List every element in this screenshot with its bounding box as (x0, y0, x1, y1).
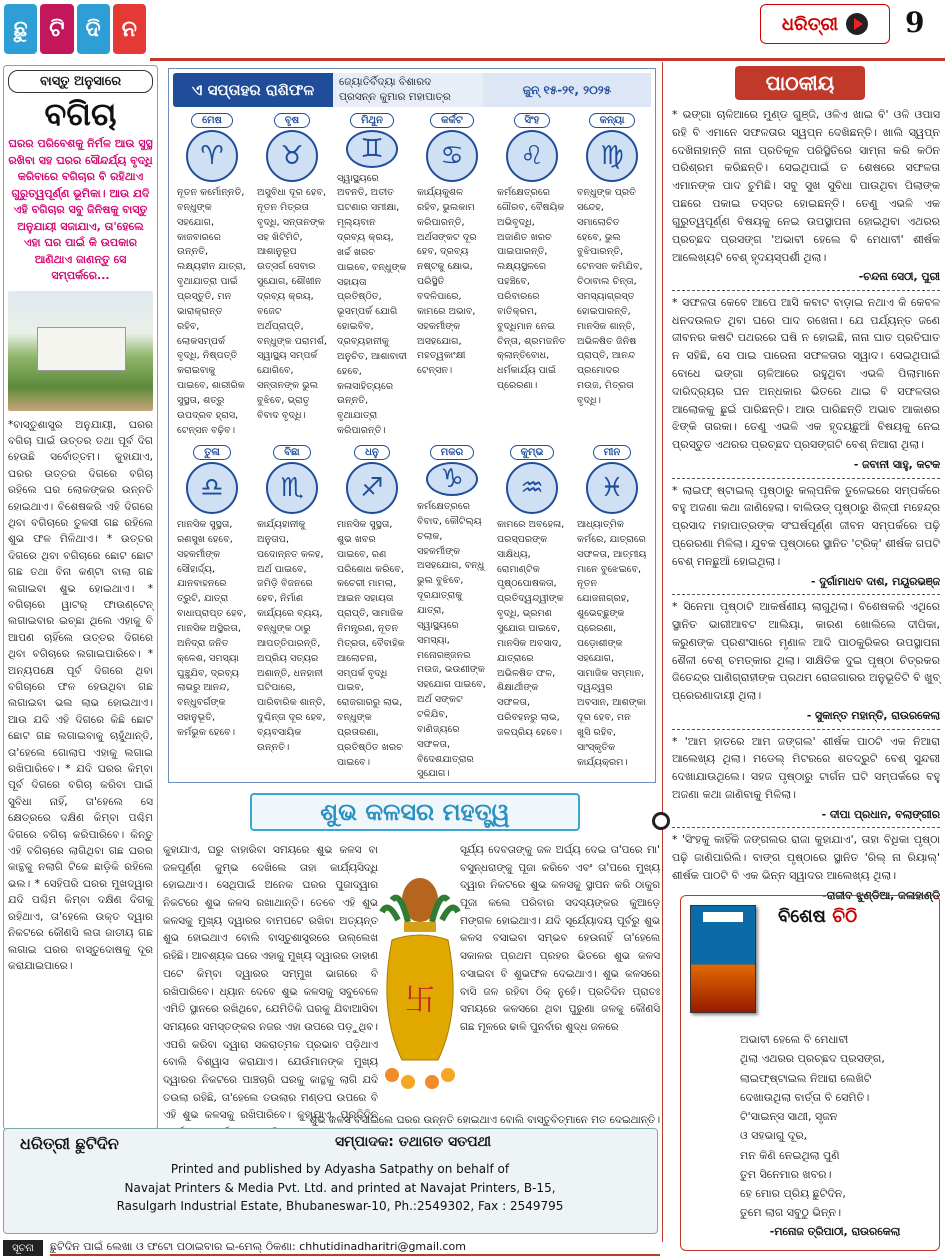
masthead-letter: ନ (113, 4, 146, 54)
letter-signature: - ଦୀପା ପ୍ରଧାନ, ବଲାଙ୍ଗୀର (821, 807, 940, 821)
zodiac-sign-4 (413, 111, 491, 441)
zodiac-label: ମକର (430, 445, 474, 460)
zodiac-forecast: କାର୍ଯ୍ୟକୁଶଳ ରହିବ, ଭୁଲକାମ କରିପାରନ୍ତି, ଅର୍ଥସଙ୍କଟ ଦୂର ହେବ, ଦ୍ରବ୍ୟ ନଷ୍ଟକୁ କ୍ଷୋଭ, ପରିସ୍ଥିତି ବଦଳିପାରେ, କାମରେ ଅଭାବ, ସହକର୍ମୀଙ୍କ ଅସହଯୋଗ, ମହତ୍ୱକାଂକ୍ଷୀ ଟେନ୍ସନ। (417, 187, 477, 377)
imprint-line: Printed and published by Adyasha Satpathy on behalf of (170, 1162, 510, 1176)
imprint-publication: ଧରିତ୍ରୀ ଛୁଟିଦିନ (20, 1134, 119, 1153)
zodiac-sign-12 (573, 443, 651, 773)
zodiac-sign-6 (573, 111, 651, 441)
poem-line: ତୁମ ସିନେମାର ଖବର। (740, 1167, 832, 1181)
zodiac-sign-3 (333, 111, 411, 441)
reader-letter: * ଭଙ୍ଗା ଚାଳିଆରେ ମୁଣ୍ଡ ଗୁଞ୍ଜି, ଓଳିଏ ଖାଇ ବି' ଓଳି ଓପାସ ରହି ବି ଏମାନେ ସଫଳତାର ସ୍ୱପ୍ନ ଦେଖିଛନ୍ତି। ଖାଲି ସ୍ୱପ୍ନ ଦେଖିନାହାନ୍ତି ନାନା ପ୍ରତିକୂଳ ପରିସ୍ଥିତିରେ ସାମ୍ନା କରି କଠିନ ପରିଶ୍ରମ କରିଛନ୍ତି। ସେଇଥିପାଇଁ ତ ଶେଷରେ ସଫଳତା ଏମାନଙ୍କ ପାଦ ଚୁମିଛି। ସବୁ ସୁଖ ସୁବିଧା ପାଉଥିବା ପିଲାଙ୍କ ପଛରେ ପକାଇ ତସ୍ତର ହୋଇଛନ୍ତି। ତେଣୁ ଏଭଳି ଏକ ଗୁରୁତ୍ୱପୂର୍ଣ୍ଣ ବିଷୟକୁ ନେଇ ଉପସ୍ଥାପନା ହୋଇଥିବା ଏଥରର ପ୍ରଚ୍ଛଦ ପ୍ରସଙ୍ଗ 'ଅଭାବୀ ହେଲେ ବି ମେଧାବୀ' ଶୀର୍ଷକ ଆଲେଖ୍ୟଟି ବେଶ୍ ହୃଦୟସ୍ପର୍ଶୀ ଥିଲା। (672, 108, 940, 264)
zodiac-grid (169, 111, 655, 780)
zodiac-sign-2 (253, 111, 331, 441)
zodiac-forecast: କର୍ମକ୍ଷେତ୍ରରେ ବିବାଦ, କୌଟିଲ୍ୟ ଚଲାକ, ସହକର୍ମୀଙ୍କ ଅସହଯୋଗ, ବନ୍ଧୁ ଭୁଲ ବୁଝିବେ, ଦୂରଯାତ୍ରାକୁ ଯାତ୍ରା, ସ୍ୱାସ୍ଥ୍ୟରେ ସମସ୍ୟା, ମନୋରଞ୍ଜନର ମଉଜ, ଭଉଣୀଙ୍କ ସହଯୋଗ ପାଇବେ, ଅର୍ଥ ସଙ୍କଟ ଟଳିଯିବ, ବାଣିଜ୍ୟରେ ସଫଳତା, ବିଦେଶଯାତ୍ରାର ସୁଯୋଗ। (417, 501, 486, 780)
reader-letter: * 'ଆମ ହାତରେ ଆମ ଜଙ୍ଗଲ' ଶୀର୍ଷକ ପାଠଟି ଏକ ନିଆରା ଆଲେଖ୍ୟ ଥିଲା। ମଡେଲ୍ ମିଟରରେ ଶତଦ୍ରୁଟି ବେଶ୍ ସୁନ୍ଦରୀ ଦେଖାଯାଉଥିଲେ। ସହଜ ପୃଷ୍ଠାରୁ ଟାର୍ଗନ ଘଟି ସମ୍ପର୍କରେ ବହୁ ଅଜଣା କଥା ଜାଣିବାକୁ ମିଳିଲା। (672, 734, 940, 801)
zodiac-label: କୁମ୍ଭ (510, 445, 555, 460)
divider-bullet (652, 812, 670, 830)
letter-separator (672, 478, 940, 479)
poem-signature: -ମନୋଜ ତ୍ରିପାଠୀ, ରାଉରକେଲା (769, 1224, 901, 1238)
imprint-line: Navajat Printers & Media Pvt. Ltd. and printed at Navajat Printers, B-15, (124, 1180, 556, 1195)
horoscope-title: ଏ ସପ୍ତାହର ରାଶିଫଳ (173, 73, 333, 107)
zodiac-label: ମିଥୁନ (350, 113, 394, 128)
page-number: 9 (905, 6, 925, 39)
notice-email: ଛୁଟିଦିନ ପାଇଁ ଲେଖା ଓ ଫଟୋ ପଠାଇବାର ଇ-ମେଲ୍ ଠିକଣା: chhutidinadharitri@gmail.com (50, 1240, 660, 1256)
virgo-icon: ♍ (586, 130, 638, 182)
brand-logo (760, 4, 890, 44)
imprint-printer (40, 1160, 640, 1216)
magazine-cover-thumbnail (690, 905, 756, 1013)
masthead-letter: ଟି (40, 4, 73, 54)
zodiac-sign-9 (333, 443, 411, 773)
masthead-letter: ଦି (77, 4, 110, 54)
special-letter-poem (740, 1030, 930, 1245)
brand-name: ଧରିତ୍ରୀ (781, 13, 839, 35)
letter-separator (672, 827, 940, 828)
header-rule (150, 58, 945, 61)
zodiac-label: ବିଛା (273, 445, 310, 460)
zodiac-label: କର୍କଟ (430, 113, 474, 128)
author-designation: ଜ୍ୟୋତିର୍ବିଦ୍ୟା ବିଶାରଦ (339, 76, 432, 88)
zodiac-forecast: କାମରେ ଅବହେଳା, ପରସ୍ପରଙ୍କ ସାକ୍ଷିଧ୍ୟ, ରୋମାଣ୍ଟିକ ପୃଷ୍ଠପୋଷକତା, ପ୍ରତିଦ୍ୱନ୍ଦ୍ୱୀଙ୍କ ବୃଦ୍ଧି, ଭ୍ରମଣ ସୁଯୋଗ ପାଇବେ, ମାନସିକ ଅବସାଦ, ଯାତ୍ରାରେ ଅଭିଳଷିତ ଫଳ, ଶିକ୍ଷାର୍ଥୀଙ୍କ ସଫଳତା, ପରିବହନରୁ ଲାଭ, ଜଳପ୍ରିୟ ହେବେ। (497, 519, 565, 739)
reader-letter: * 'ସିଂହକୁ କାହିଁକି ଜଙ୍ଗଲର ରାଜା କୁହାଯାଏ', ତାହା ବିଧିକା ପୃଷ୍ଠା ପଢ଼ି ଜାଣିପାରିଲି। ବାଙ୍ଗ ପୃଷ୍ଠାରେ ସ୍ଥାନିତ 'ରିଲ୍ ନା ରିୟାଲ୍' ଶୀର୍ଷକ ପାଠଟି ବି ଏକ ଭିନ୍ନ ସ୍ୱାଦର ଆଲେଖ୍ୟ ଥିଲା। (672, 833, 940, 882)
capricorn-icon: ♑ (426, 462, 478, 496)
poem-line: ଲାଇଫ୍‌ଷ୍ଟାଇଲ ନିଆରା ଲେଖିଟି (740, 1071, 872, 1085)
zodiac-forecast: ଆଧ୍ୟାତ୍ମିକ କର୍ମରେ, ଯାତ୍ରାରେ ସଫଳତା, ଆତ୍ମୀୟ ମାନେ ବୁଝେଇବେ, ନୂତନ ଯୋଜନାଗ୍ରହ, ଶୁଭେଚ୍ଛୁଙ୍କ ପ୍ରେରଣା, ପଡ଼ୋଶୀଙ୍କ ସହଯୋଗ, ସାମାଜିକ ସମ୍ମାନ, ଦ୍ୱନ୍ଦ୍ୱର ଅବସାନ, ଆଶଙ୍କା ଦୂର ହେବ, ମନ ଖୁସି ରହିବ, ସାଂସ୍କୃତିକ କାର୍ଯ୍ୟକ୍ରମ। (577, 519, 647, 768)
reader-letter: * ସିନେମା ପୃଷ୍ଠାଟି ଆକର୍ଷଣୀୟ ଲାଗୁଥିଲା। ବିଶେଷକରି ଏଥିରେ ସ୍ଥାନିତ ଭାରୀଆବଟ ଆଲିୟା, କାରଣ ଖୋଲିଲେ ଦୀପିକା, କରୁଣଙ୍କ ପ୍ରଶଂସାରେ ମୃଣାଳ ଆଦି ପାଠକୁରିକର ଉପସ୍ଥାପନା ଶୈଳୀ ବେଶ୍ ଚମତ୍କାର ଥିଲା। ସାକ୍ଷିତିକ ଦୁଇ ପୃଷ୍ଠା ଚିତ୍ରକର ଜିତେନ୍ଦ୍ର ପାଣିଗ୍ରାହୀଙ୍କ ପ୍ରଥମ ରୋଜଗାରର ଅନୁଭୂତିଟି ବି ଖୁବ୍ ପ୍ରେରଣାଦାୟୀ ଥିଲା। (672, 600, 940, 703)
special-letter-title-word1: ବିଶେଷ (778, 906, 826, 927)
sagittarius-icon: ♐ (346, 462, 398, 514)
poem-line: ଓ ସହଭାଗୁ ଦୂର, (740, 1129, 808, 1143)
reader-letter: * ଲାଇଫ୍ ଷ୍ଟାଇଲ୍ ପୃଷ୍ଠାରୁ କଲ୍ପନିକ ତୁଳେଇରେ ସମ୍ପର୍କରେ ବହୁ ଅଜଣା କଥା ଜାଣିହେଲା। ବାଲିଉଡ୍ ପୃଷ୍ଠାରୁ ଶିଳ୍ପୀ ମହେନ୍ଦ୍ର ପ୍ରସାଦ ମହାପାତ୍ରଙ୍କ ସଂଘର୍ଷପୂର୍ଣ୍ଣ ଜୀବନ ସମ୍ପର୍କରେ ପଢ଼ି ପ୍ରେରଣା ମିଳିଲା। ଯୁବକ ପୃଷ୍ଠାରେ ସ୍ଥାନିତ 'ଟ୍ରିକ୍' ଶୀର୍ଷକ ଗପଟି ବେଶ୍ ମନଛୁଆଁ ହୋଇଥିଲା। (672, 483, 940, 568)
zodiac-forecast: କର୍ମକ୍ଷେତ୍ରରେ ଗୌରବ, ବୈଷୟିକ ଅଭିବୃଦ୍ଧି, ଅଜାଣିତ ଖରଚ ପାଇପାରନ୍ତି, ଲକ୍ଷ୍ୟସ୍ଥଳରେ ପହଞ୍ଚିବେ, ପରିବାରରେ ବାତିକ୍ରମ, ବୁଦ୍ଧିମାନ ନେଇ ଚିନ୍ତା, ଶ୍ରମଜନିତ କ୍ଲାନ୍ତିବୋଧ, ଧର୍ମକାର୍ଯ୍ୟ ପାଇଁ ପ୍ରେରଣା। (497, 187, 566, 392)
letter-signature: - ଦୁର୍ଗାମାଧବ ଦାଶ, ମୟୂରଭଞ୍ଜ (810, 574, 940, 588)
letter-signature: - ଜବାନୀ ସାହୁ, କଟକ (853, 458, 940, 472)
imprint-line: Rasulgarh Industrial Estate, Bhubaneswar-10, Ph.:2549302, Fax : 2549795 (116, 1199, 564, 1214)
zodiac-forecast: ସ୍ୱାସ୍ଥ୍ୟରେ ଅବନତି, ଅତୀତ ଘଟଣାର ସମୀକ୍ଷା, ମୂଲ୍ୟବାନ ଦ୍ରବ୍ୟ କ୍ରୟ, ଖର୍ଚ୍ଚ ଖରଚ ପାଇବେ, ବନ୍ଧୁଙ୍କ ସହାୟତା ପ୍ରତିଷ୍ଠିତ, ଭୂସମ୍ପର୍କ ଯୋଗି ହୋଇବିବ, ଦ୍ରବ୍ୟହାନୀକୁ ଅନୁଚିତ, ଆଶାବାଦୀ ହେବେ, କଳାସାହିତ୍ୟରେ ଉନ୍ନତି, ବୃଥାଯାତ୍ରା କରିପାରନ୍ତି। (337, 172, 407, 437)
zodiac-label: ସିଂହ (514, 113, 551, 128)
notice-label: ସୂଚନା (3, 1240, 43, 1256)
kalash-title: ଶୁଭ କଳସର ମହତ୍ତ୍ୱ (250, 793, 580, 831)
column-divider (662, 62, 663, 1242)
vastu-garden-article (3, 65, 158, 1130)
article-kicker: ବାସ୍ତୁ ଅନୁସାରେ (8, 70, 153, 93)
gemini-icon: ♊ (346, 130, 398, 168)
horoscope-header (173, 73, 651, 107)
kalash-body-end: ଶୁଭ କଳସ ବସାଇଲେ ଘରର ଉନ୍ନତି ହୋଇଥାଏ ବୋଲି ବାସ୍ତୁବିତ୍‌ମାନେ ମତ ଦେଇଥାନ୍ତି। (309, 1114, 660, 1126)
article-intro: ଘରର ପରିବେଶକୁ ନିର୍ମଳ ଆଉ ସୁସ୍ଥ ରଖିବା ସହ ଘରର ସୌନ୍ଦର୍ଯ୍ୟ ବୃଦ୍ଧି କରିବାରେ ବଗିଚାର ବି ରହିଥାଏ ଗୁରୁତ୍ୱପୂର୍ଣ୍ଣ ଭୂମିକା। ଆଉ ଯଦି ଏହି ବଗିଚାର ସବୁ ଜିନିଷକୁ ବାସ୍ତୁ ଅନୁଯାୟୀ ସଜାଯାଏ, ତା'ହେଲେ ଏହା ଘର ପାଇଁ କି ଉପକାର ଆଣିଥାଏ ଜାଣନ୍ତୁ ସେ ସମ୍ପର୍କରେ... (8, 137, 153, 282)
letter-signature: - ସୁକାନ୍ତ ମହାନ୍ତି, ରାଉରକେଲା (806, 709, 940, 723)
play-icon (846, 13, 868, 35)
poem-line: ଟି'ସାଇନ୍ସ ସାଥୀ, ସୃଜନ (740, 1110, 838, 1123)
special-letter-title (778, 906, 857, 927)
readers-letters (672, 106, 940, 906)
zodiac-sign-1 (173, 111, 251, 441)
zodiac-sign-5 (493, 111, 571, 441)
letter-signature: -ଚନ୍ଦନା ସେଠୀ, ପୁରୀ (858, 270, 940, 284)
section-masthead (0, 0, 150, 58)
kalash-body-right: ସୂର୍ଯ୍ୟ ଦେବତାଙ୍କୁ ଜଳ ଅର୍ଘ୍ୟ ଦେଇ ତା'ପରେ ମା' ବସୁନ୍ଧରାଙ୍କୁ ପୂଜା କରିବେ ଏବଂ ତା'ପରେ ମୁଖ୍ୟ ଦ୍ୱାର ନିକଟରେ ଶୁଭ କଳସକୁ ସ୍ଥାପନ କରି ଠାକୁର ପୂଜା କଲେ ପରିବାର ସଦସ୍ୟଙ୍କର କୁଆଡ଼େ ମଙ୍ଗଳ ହୋଇଥାଏ। ଯଦି ସୂର୍ଯ୍ୟୋଦୟ ପୂର୍ବରୁ ଶୁଭ କଳସ ବସାଇବା ସମ୍ଭବ ହେଉନାହିଁ ତା'ହେଲେ ସକାଳର ପ୍ରଥମ ପ୍ରହର ଭିତରେ ଶୁଭ କଳସ ବସାଇବା ବି ଶୁଭଫଳ ଦେଇଥାଏ। ଶୁଭ କଳସରେ ବାସି ଜଳ ରହିବା ଠିକ୍ ନୁହେଁ। ପ୍ରତିଦିନ ପ୍ରାତଃ ସମୟରେ କଳସରେ ଥିବା ପୁରୁଣା ଜଳକୁ କୌଣସି ଗଛ ମୂଳରେ ଢାଳି ପୁନର୍ବାର ଶୁଦ୍ଧ ଜଳରେ (460, 844, 660, 1033)
reader-letter: * ସଫଳତା କେବେ ଆପେ ଆସି କବାଟ ବାଡ଼ାଇ ନଥାଏ କି କେବଳ ଧନଦଉଲତ ଥିବା ଘରେ ପାଦ ରଖେନା। ଯେ ପର୍ଯ୍ୟନ୍ତ ଜଣେ ଜୀବନର କଷଟି ପଥରରେ ଘଷି ନ ହୋଇଛି, ନାନା ଘାତ ପ୍ରତିଘାତ ନ ସହିଛି, ସେ ପାଇ ପାରେନା ସଫଳତାର ସ୍ୱାଦ। ସେଇଥିପାଇଁ ବୋଧେ ଭଙ୍ଗା ଚାଳିଆରେ ରହୁଥିବା ଏଭଳି ପିଲାମାନେ ଦାରିଦ୍ର୍ୟର ଘନ ଅନ୍ଧକାର ଭିତରେ ଥାଇ ବି ସଫଳତାର ଆଲୋକକୁ ଛୁଇଁ ପାରିଛନ୍ତି। ଆଉ ପାରିଛନ୍ତି ଅଭାବ ଆକାଶର ଝିଙ୍କି ତାରକା। ତେଣୁ ଏଭଳି ଏକ ହୃଦୟଛୁଆଁ ବିଷୟକୁ ନେଇ ପ୍ରସ୍ତୁତ ଏଥରର ପ୍ରଚ୍ଛଦ ପ୍ରସଙ୍ଗଟି ବେଶ୍ ନିଆରା ଥିଲା। (672, 295, 940, 452)
kalash-body-left: କୁହାଯାଏ, ଘରୁ ବାହାରିବା ସମୟରେ ଶୁଭ କଳସ ବା ଜଳପୂର୍ଣ୍ଣ କୁମ୍ଭ ଦେଖିଲେ ତାହା କାର୍ଯ୍ୟସିଦ୍ଧି ହୋଇଥାଏ। ସେଥିପାଇଁ ଅନେକ ଘରର ପୁଜାଦ୍ୱାର ନିକଟରେ ଶୁଭ କଳସ ରଖାଥାନ୍ତି। ତେବେ ଏହି ଶୁଭ କଳସକୁ ମୁଖ୍ୟ ଦ୍ୱାରର ବାମପଟେ ରଖିବା ଅତ୍ୟନ୍ତ ଶୁଭ ହୋଇଥାଏ ବୋଲି ବାସ୍ତୁଶାସ୍ତ୍ରରେ ଉଲ୍ଲେଖ ରହିଛି। ଆବଶ୍ୟକ ଘରେ ଏହାକୁ ମୁଖ୍ୟ ଦ୍ୱାରର ଡାହାଣ ପଟେ କିମ୍ବା ଦ୍ୱାରର ସମ୍ମୁଖ ଭାଗରେ ବି ରଖିପାରିବେ। ଧ୍ୟାନ ଦେବେ ଶୁଭ କଳସକୁ ସବୁବେଳେ ଏମିତି ସ୍ଥାନରେ ରଖିଥିବେ, ଯେମିତିକି ଘରକୁ ଯିବାଆସିବା ସମୟରେ ସମସ୍ତଙ୍କର ନଜର ଏହା ଉପରେ ପଡ଼ୁଥିବ। ଏପରି କରିବା ଦ୍ୱାରା ସକରାତ୍ମକ ପ୍ରଭାବ ପଡ଼ିଥାଏ ବୋଲି ବିଶ୍ୱାସ କରାଯାଏ। ଯେଉଁମାନଙ୍କ ମୁଖ୍ୟ ଦ୍ୱାରର ନିକଟରେ ପାଞ୍ଚଚାରି ଘରକୁ କାନ୍ଥକୁ ଲାଗି ଯଦି ତଉଲା ରହିଛି, ତା'ହେଲେ ତଉଲାର ମଣ୍ଡପ ଉପରେ ବି ଏହି ଶୁଭ କଳସକୁ ରଖିପାରିବେ। କୁହାଯାଏ, ପ୍ରତିଦିନ (163, 844, 378, 1122)
zodiac-label: ବୃଷ (274, 113, 310, 128)
zodiac-forecast: କାର୍ଯ୍ୟହାନୀକୁ ଅନୁତାପ, ପଦୋନ୍ନତ କଳହ, ଅର୍ଥ ପାଇବେ, ଜମିଡ଼ି ବିଜନରେ ହେବ, ନିର୍ମାଣ କାର୍ଯ୍ୟରେ ବ୍ୟୟ, ବନ୍ଧୁଙ୍କ ଠାରୁ ଆପତ୍ତିପାରନ୍ତି, ଅପ୍ରିୟ ସତ୍ୟର ଅଶାନ୍ତି, ଧନହାନୀ ଘଟିପାରେ, ପାରିବାରିକ ଶାନ୍ତି, ଦୁଶ୍ଚିନ୍ତା ଦୂର ହେବ, ବ୍ୟବସାୟିକ ଉନ୍ନତି। (257, 519, 326, 753)
zodiac-label: କନ୍ୟା (589, 113, 636, 128)
scorpio-icon: ♏ (266, 462, 318, 514)
zodiac-label: ତୁଳା (193, 445, 231, 460)
letter-separator (672, 290, 940, 291)
zodiac-forecast: ବନ୍ଧୁଙ୍କ ପ୍ରତି ସନ୍ଦେହ, ସମାଲୋଚିତ ହେବେ, ଭୁଲ ବୁଝିପାରନ୍ତି, ଟେନସନ କମିଯିବ, ଚିଠାବାଲ ଚିନ୍ତା, ସମସ୍ୟାଗ୍ରସ୍ତ ହୋଇପାରନ୍ତି, ମାନସିକ ଶାନ୍ତି, ଅଭିଳଷିତ ଜିନିଷ ପ୍ରାପ୍ତି, ଆନନ୍ଦ ପ୍ରମୋଦର ମଉଜ, ମିତ୍ରତା ବୃଦ୍ଧି। (577, 187, 643, 407)
zodiac-label: ମେଷ (191, 113, 233, 128)
zodiac-sign-10 (413, 443, 491, 780)
aries-icon: ♈ (186, 130, 238, 182)
letter-signature: -ରାଜୀବ ଝୁଣ୍ଡିଆ, କଳାହାଣ୍ଡି (822, 888, 940, 902)
readers-letters-title: ପାଠକୀୟ (735, 66, 865, 100)
masthead-letter: ଛୁ (4, 4, 37, 54)
zodiac-sign-11 (493, 443, 571, 773)
horoscope-author (333, 73, 483, 107)
zodiac-label: ମୀନ (593, 445, 632, 460)
zodiac-sign-7 (173, 443, 251, 773)
poem-line: ହେ ମୋର ପ୍ରିୟ ଛୁଟିଦିନ, (740, 1187, 846, 1200)
leo-icon: ♌ (506, 130, 558, 182)
horoscope-date: ଜୁନ୍ ୧୫-୨୧, ୨୦୨୫ (483, 73, 651, 107)
poem-line: ମନ କିଣି ନେଇଥିଲା ପୁଣି (740, 1148, 840, 1162)
libra-icon: ♎ (186, 462, 238, 514)
article-title: ବଗିଚା (44, 95, 117, 133)
taurus-icon: ♉ (266, 130, 318, 182)
zodiac-forecast: ମାନସିକ ସୁସ୍ଥତା, ଶୁଭ ଖବର ପାଇବେ, ରଣ ପରିଶୋଧ କରିବେ, କଚେରୀ ମାମଲା, ଆଇନ ସହାୟତା ପ୍ରାପ୍ତି, ସାମାଜିକ ନିମନ୍ତ୍ରଣ, ନୂତନ ମିତ୍ରତା, ବୈବାହିକ ଆଲୋଚନା, ସମ୍ପର୍କ ବୃଦ୍ଧି ପାଇବ, ରୋଜଗାରରୁ ଲାଭ, ବନ୍ଧୁଙ୍କ ପ୍ରତାରଣା, ପ୍ରତିଷ୍ଠିତ ଖରଚ ପାଇବେ। (337, 519, 405, 768)
kalash-pot-illustration (378, 860, 462, 1100)
svg-text:卐: 卐 (405, 983, 435, 1018)
letter-separator (672, 594, 940, 595)
aquarius-icon: ♒ (506, 462, 558, 514)
horoscope-panel (168, 68, 656, 783)
article-body: *ବାସ୍ତୁଶାସ୍ତ୍ର ଅନୁଯାୟୀ, ଘରର ବଗିଚା ପାଇଁ ଉତ୍ତର ତଥା ପୂର୍ବ ଦିଗ ହେଉଛି ସର୍ବୋତ୍ତମ। କୁହାଯାଏ, ଘରର ଉତ୍ତର ଦିଗରେ ବଗିଚା ରହିଲେ ଘର ଲୋକଙ୍କର ଉନ୍ନତି ହୋଇଥାଏ। ବିଶେଷକରି ଏହି ଦିଗରେ ଥିବା ବଗିଚାରେ ତୁଳସୀ ଗଛ ରହିଲେ ଶୁଭ ଫଳ ମିଳିଥାଏ। * ଉତ୍ତର ଦିଗରେ ଥିବା ବଗିଚାରେ ଛୋଟ ଛୋଟ ଗଛ ତଥା ବିନା କଣ୍ଟା ବାଲା ଗଛ ଲଗାଇବା ଶୁଭ ହୋଇଥାଏ। * ବଗିଚାରେ ୱାଟର୍ ଫାଉଣ୍ଟେନ୍ ଲଗାଇବାର ଇଚ୍ଛା ଥିଲେ ଏହାକୁ ବି ଆପଣ ଚାହିଁଲେ ଉତ୍ତର ଦିଗରେ ଥିବା ବଗିଚାରେ ଲଗାଇପାରିବେ। * ଅନ୍ୟପକ୍ଷେ ପୂର୍ବ ଦିଗରେ ଥିବା ବଗିଚାରେ ଫଳ ହେଉଥିବା ଗଛ ଲଗାଇବା ଭଲ ଲାଭ ହୋଇଥାଏ। ଆଉ ଯଦି ଏହି ଦିଗରେ କିଛି ଛୋଟ ଛୋଟ ଗଛ ଲଗାଇବାକୁ ଚାହୁଁଥାନ୍ତି, ତା'ହେଲେ ଗୋଲାପ ଏହାକୁ ଲଗାଇ ରଖିପାରିବେ। * ଯଦି ଘରର କିମ୍ବା ପୂର୍ବ ଦିଗରେ ବଗିଚା କରିବା ପାଇଁ ସୁବିଧା ନାହିଁ, ତା'ହେଲେ ସେ କ୍ଷେତ୍ରରେ ଦକ୍ଷିଣ କିମ୍ବା ପଶ୍ଚିମ ଦିଗରେ ବଗିଚା କରିପାରିବେ। କିନ୍ତୁ ଏହି ବଗିଚାରେ ଲାଗିଥିବା ଗଛ ଘରର କାନ୍ଥକୁ ନଲାଗି ଟିକେ ଛାଡ଼ିକି ରହିଲେ ଭଲ। * ସେହିପରି ଘରର ମୁଖଦ୍ୱାର ଯଦି ପଶ୍ଚିମ କିମ୍ବା ଦକ୍ଷିଣ ଦିଗକୁ ରହିଥାଏ, ତା'ହେଲେ ଉକ୍ତ ଦ୍ୱାର ନିକଟରେ କୌଣସି ଲତା ଜାତୀୟ ଗଛ ଲଗାଇ ଘରର ବାସ୍ତୁଦୋଷକୁ ଦୂର କରାଯାଇପାରେ। (8, 418, 153, 972)
imprint-editor: ସମ୍ପାଦକ: ତଥାଗତ ସତପଥୀ (335, 1134, 492, 1150)
zodiac-sign-8 (253, 443, 331, 773)
poem-line: ଥିଲା ଏଥରର ପ୍ରଚ୍ଛଦ ପ୍ରସଙ୍ଗ, (740, 1052, 885, 1066)
zodiac-forecast: ଅସୁବିଧା ଦୂର ହେବ, ନୂତନ ମିତ୍ରତା ବୃଦ୍ଧି, ସନ୍ତାନଙ୍କ ସହ ଖିଟିମିଟି, ଆଶାନୁରୂପ ଉତ୍ସର୍ଗ ସେବାର ସୁଯୋଗ, ଶୌଖୀନ ଦ୍ରବ୍ୟ କ୍ରୟ, ବଜେଟ ଅର୍ଥପ୍ରାପ୍ତି, ବନ୍ଧୁଙ୍କ ପରାମର୍ଶ, ସ୍ୱାସ୍ଥ୍ୟ ସମ୍ପର୍କ ଯୋଗିବେ, ସନ୍ତାନଙ୍କ ଭୁଲ ବୁଝିବେ, ଭ୍ରାତୃ ବିବାଦ ବୃଦ୍ଧି। (257, 187, 327, 421)
garden-photo (8, 291, 153, 411)
poem-line: ତୁମେ ଲାଗ ସବୁଠୁ ଭିନ୍ନ। (740, 1206, 842, 1220)
zodiac-label: ଧନୁ (354, 445, 390, 460)
letter-separator (672, 729, 940, 730)
author-name: ପ୍ରସନ୍ନ କୁମାର ମହାପାତ୍ର (339, 90, 451, 103)
zodiac-forecast: ମାନସିକ ସୁସ୍ଥତା, ରଣସୁଖ ହେବେ, ସହକର୍ମୀଙ୍କ ସୌହାର୍ଦ୍ଦ୍ୟ, ଯାନବାହନରେ ତ୍ରୁଟି, ଯାତ୍ରା ବାଧାପ୍ରାପ୍ତ ହେବ, ମାନସିକ ଅସ୍ଥିରତା, ଅନିଦ୍ରା ଜନିତ କ୍ଳେଶ, ସମସ୍ୟା ଘୁଞ୍ଚୁଯିବ, ଦ୍ରବ୍ୟ ଲାଭରୁ ଆନନ୍ଦ, ବନ୍ଧୁବର୍ଗଙ୍କ ସହାନୁଭୂତି, କର୍ମଭୁକ ହେବେ। (177, 519, 247, 739)
pisces-icon: ♓ (586, 462, 638, 514)
zodiac-forecast: ନୂତନ କର୍ମୋନ୍ନତି, ବନ୍ଧୁଙ୍କ ସହଯୋଗ, କାଜବାରରେ ଉନ୍ନତି, ଲକ୍ଷ୍ୟହୀନ ଯାତ୍ରା, ବୃଥାଯାତ୍ରା ପାଇଁ ପ୍ରସ୍ତୁତି, ମନ ଭାରାକ୍ରାନ୍ତ ରହିବ, ଲୋକସମ୍ପର୍କ ବୃଦ୍ଧି, ନିଷ୍ପତ୍ତି କରାଇବାକୁ ପାଇବେ, ଶାରୀରିକ ସୁସ୍ଥତା, ଶତ୍ରୁ ଉପଦ୍ରବ ହ୍ରାସ, ଟେନ୍ସନ ବଢ଼ିବ। (177, 187, 246, 436)
cancer-icon: ♋ (426, 130, 478, 182)
special-letter-title-word2: ଚିଠି (832, 906, 858, 927)
poem-line: ଅଭାବୀ ହେଲେ ବି ମେଧାବୀ (740, 1033, 849, 1046)
poem-line: ଦେଖାଉଥିଲା ବାର୍ତ୍ତା ବି ସେମିତି। (740, 1090, 870, 1104)
